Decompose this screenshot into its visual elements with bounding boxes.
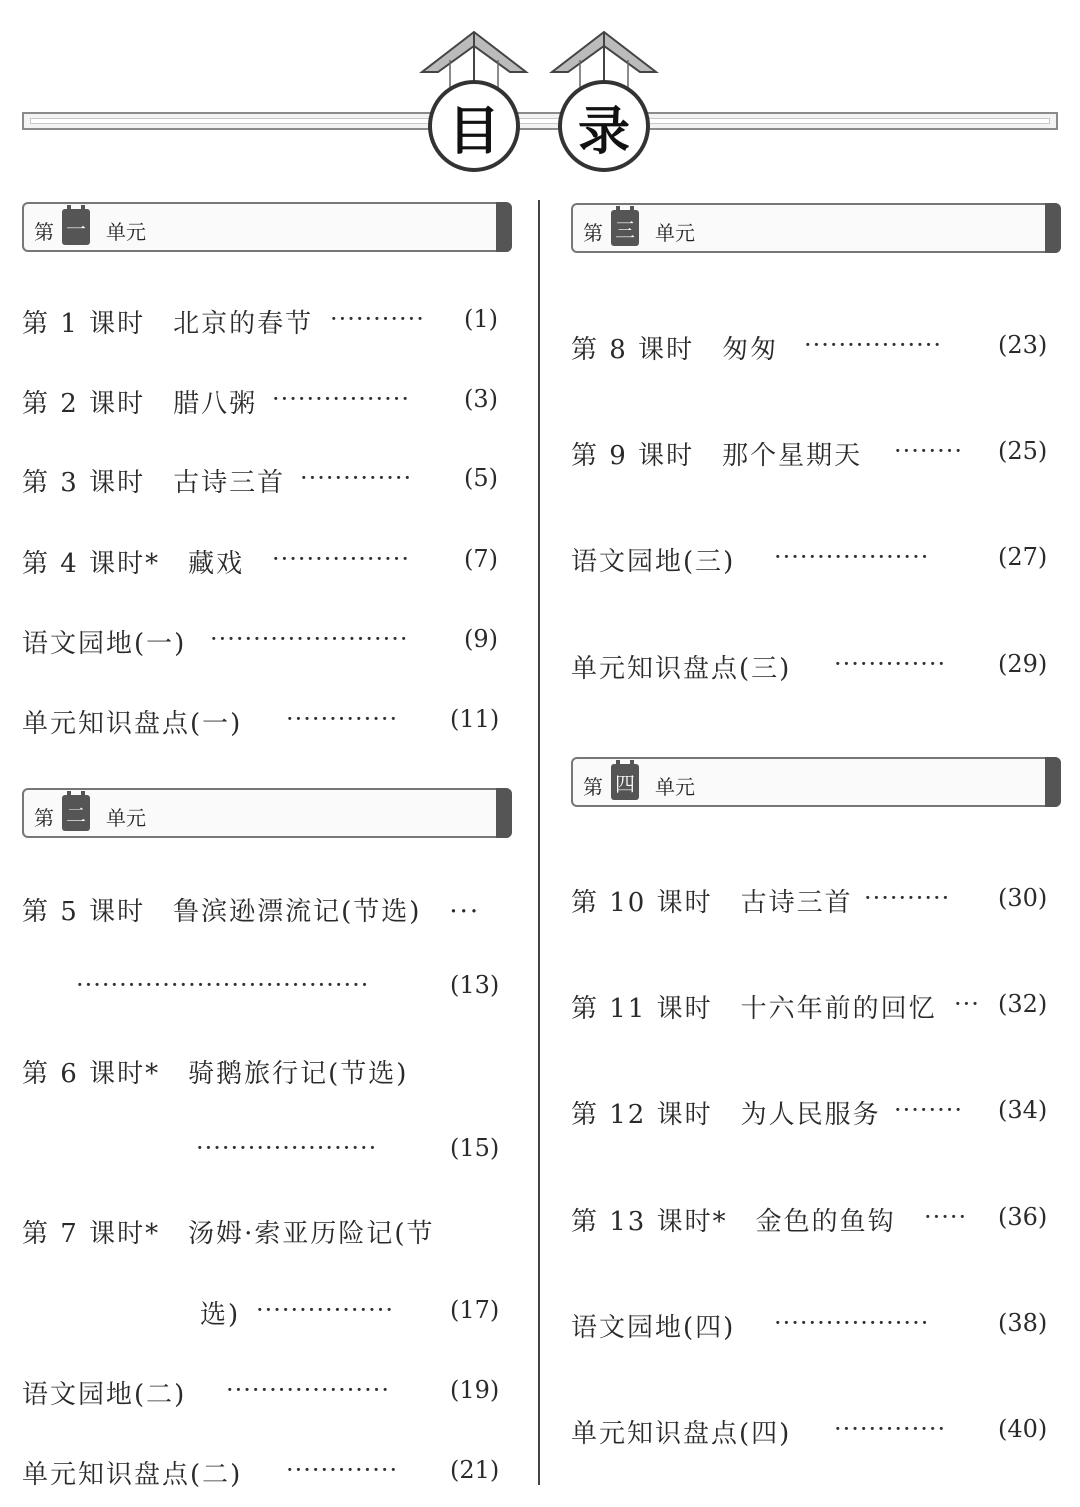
dot-leader: ··· [954, 990, 980, 1018]
dot-leader: ·········· [864, 884, 951, 912]
toc-entry-title[interactable]: 第 4 课时* 藏戏 [22, 549, 245, 579]
dot-leader: ·················· [774, 543, 930, 571]
dot-leader: ············· [834, 650, 947, 678]
page-number: (38) [998, 1309, 1048, 1337]
toc-entry-title[interactable]: 单元知识盘点(一) [22, 709, 243, 739]
column-divider [538, 200, 540, 1485]
page-number: (32) [998, 990, 1048, 1018]
dot-leader: ················ [256, 1296, 395, 1324]
dot-leader: ············· [286, 705, 399, 733]
title-char-1: 目 [428, 80, 520, 172]
page-number: (34) [998, 1096, 1048, 1124]
toc-entry-title[interactable]: 第 3 课时 古诗三首 [22, 468, 286, 498]
page-number: (21) [450, 1456, 500, 1484]
dot-leader: ·································· [76, 971, 370, 999]
dot-leader: ·················· [774, 1309, 930, 1337]
toc-entry-title[interactable]: 语文园地(一) [22, 629, 187, 659]
dot-leader: ············· [300, 464, 413, 492]
page-number: (17) [450, 1296, 500, 1324]
dot-leader: ········ [894, 1096, 964, 1124]
toc-entry-title[interactable]: 第 6 课时* 骑鹅旅行记(节选) [22, 1059, 409, 1089]
unit-header-1: 第 一 单元 [22, 202, 512, 252]
toc-entry-title[interactable]: 语文园地(三) [571, 547, 736, 577]
header-bar [22, 112, 1058, 130]
dot-leader: ······················· [210, 625, 409, 653]
dot-leader: ····················· [196, 1134, 378, 1162]
dot-leader: ··················· [226, 1376, 390, 1404]
unit-number: 一 [62, 209, 90, 245]
dot-leader: ····· [924, 1203, 968, 1231]
page-number: (25) [998, 437, 1048, 465]
toc-entry-title[interactable]: 第 1 课时 北京的春节 [22, 309, 314, 339]
unit-header-2: 第 二 单元 [22, 788, 512, 838]
page-number: (29) [998, 650, 1048, 678]
toc-entry-title[interactable]: 第 7 课时* 汤姆·索亚历险记(节 [22, 1219, 435, 1249]
unit-header-3: 第 三 单元 [571, 203, 1061, 253]
roof-icon [544, 28, 664, 88]
roof-icon [414, 28, 534, 88]
page-number: (9) [464, 625, 498, 653]
toc-entry-title[interactable]: 第 8 课时 匆匆 [571, 335, 779, 365]
page-number: (11) [450, 705, 500, 733]
page-number: (23) [998, 331, 1048, 359]
dot-leader: ············· [834, 1415, 947, 1443]
dot-leader: ················ [272, 545, 411, 573]
dot-leader: ··········· [330, 305, 425, 333]
page-number: (36) [998, 1203, 1048, 1231]
toc-entry-title[interactable]: 语文园地(四) [571, 1313, 736, 1343]
page-number: (30) [998, 884, 1048, 912]
title-badge-1 [414, 28, 534, 178]
toc-entry-title[interactable]: 单元知识盘点(四) [571, 1419, 792, 1449]
title-badge-2 [544, 28, 664, 178]
toc-entry-title[interactable]: 语文园地(二) [22, 1380, 187, 1410]
toc-entry-title[interactable]: 第 2 课时 腊八粥 [22, 389, 258, 419]
page-number: (15) [450, 1134, 500, 1162]
page-number: (1) [464, 305, 498, 333]
dot-leader: ················ [272, 385, 411, 413]
toc-entry-title[interactable]: 第 10 课时 古诗三首 [571, 888, 853, 918]
dot-leader: ················ [804, 331, 943, 359]
unit-number: 三 [611, 210, 639, 246]
toc-entry-title[interactable]: 单元知识盘点(二) [22, 1460, 243, 1490]
contents-header [0, 0, 1080, 185]
unit-header-4: 第 四 单元 [571, 757, 1061, 807]
page-number: (5) [464, 464, 498, 492]
toc-entry-title-continued[interactable]: 选) [200, 1300, 241, 1330]
toc-entry-title[interactable]: 第 12 课时 为人民服务 [571, 1100, 881, 1130]
toc-entry-title[interactable]: 第 11 课时 十六年前的回忆 [571, 994, 937, 1024]
toc-entry-title[interactable]: 第 13 课时* 金色的鱼钩 [571, 1207, 896, 1237]
toc-entry-title[interactable]: 第 5 课时 鲁滨逊漂流记(节选) ··· [22, 897, 481, 927]
page-number: (7) [464, 545, 498, 573]
dot-leader: ············· [286, 1456, 399, 1484]
dot-leader: ········ [894, 437, 964, 465]
unit-number: 二 [62, 795, 90, 831]
page-number: (27) [998, 543, 1048, 571]
unit-number: 四 [611, 764, 639, 800]
page-number: (13) [450, 971, 500, 999]
page-number: (40) [998, 1415, 1048, 1443]
page-number: (19) [450, 1376, 500, 1404]
page-number: (3) [464, 385, 498, 413]
toc-entry-title[interactable]: 第 9 课时 那个星期天 [571, 441, 863, 471]
title-char-2: 录 [558, 80, 650, 172]
toc-entry-title[interactable]: 单元知识盘点(三) [571, 654, 792, 684]
